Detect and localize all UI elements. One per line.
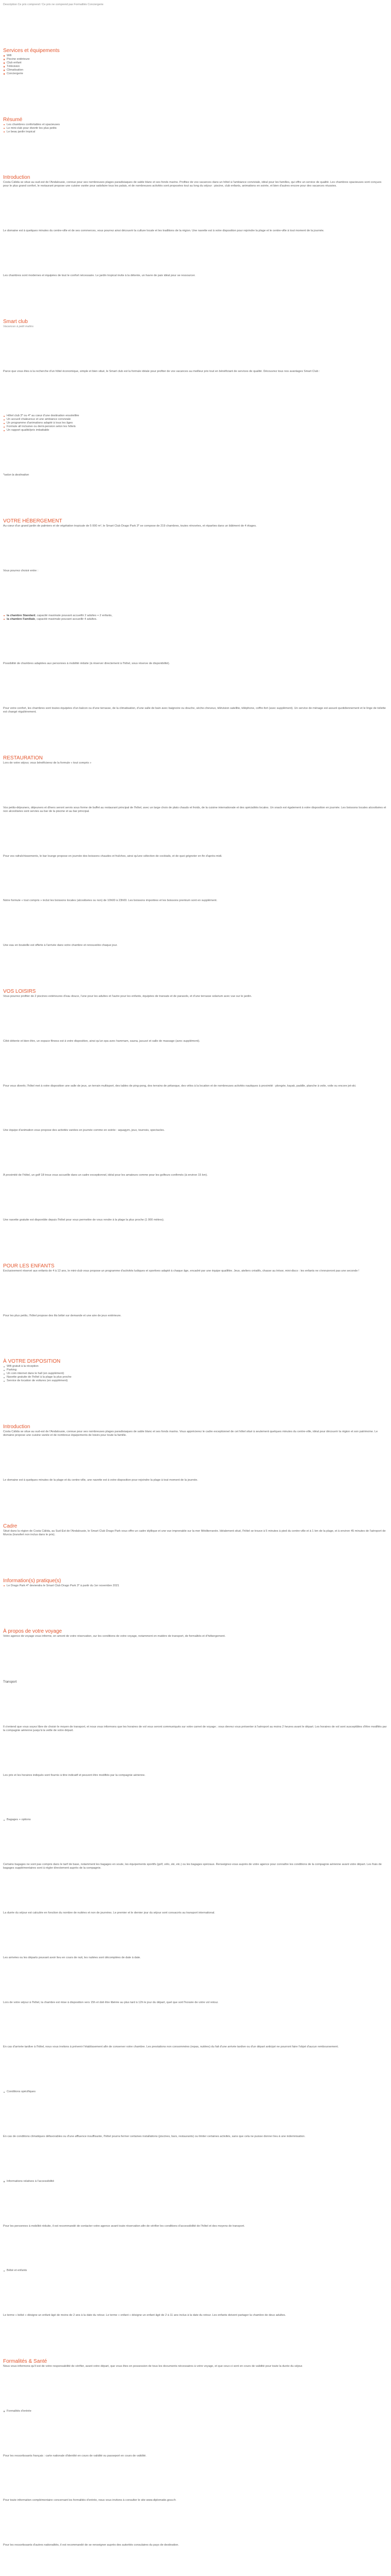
room-detail: , capacité maximale pouvant accueillir 4 adultes. [35, 617, 97, 621]
restauration-paragraph: Pour vos rafraîchissements, le bar lounge propose en journée des boissons chaudes et fraîches, ainsi qu'une sélection de cocktails, et de quoi grignoter en fin d'après-midi. [3, 854, 222, 858]
room-item [3, 618, 388, 621]
smart-club-item-label: Formule all inclusive ou demi-pension selon les hôtels [7, 425, 76, 429]
services-list [3, 54, 388, 76]
smart-club-item [3, 429, 388, 432]
bullet-icon [4, 1366, 5, 1367]
introduction-section [3, 175, 388, 188]
sante-heading: Formalités & Santé [3, 2359, 47, 2365]
bullet-icon [4, 70, 5, 71]
service-item [3, 72, 388, 76]
bullet-icon [4, 124, 5, 125]
service-item [3, 61, 388, 65]
bullet-icon [4, 1820, 5, 1821]
importantes-list [3, 1584, 388, 1588]
cadre-section [3, 1523, 388, 1537]
loisirs-section [3, 989, 388, 998]
service-item-label: Conciergerie [7, 72, 23, 75]
loisirs-heading: VOS LOISIRS [3, 988, 36, 994]
propos-paragraph: Les prix et les horaires indiqués sont fournis à titre indicatif et peuvent être modifiés par la compagnie aérienne. [3, 1773, 145, 1777]
bullet-icon [4, 2411, 5, 2412]
room-name: la chambre Familiale [7, 617, 36, 621]
propos-paragraph: Le terme « bébé » désigne un enfant âgé de moins de 2 ans à la date du retour. Le terme « enfant » désigne un enfant âgé de 2 à 11 ans inclus à la date du retour. Les enfants doivent partager la chambre de deux adultes. [3, 2314, 286, 2317]
bagages-subheading-wrap [3, 1818, 388, 1822]
hebergement-heading: VOTRE HÉBERGEMENT [3, 518, 62, 524]
disposition-item-label: Parking [7, 1368, 17, 1372]
disposition-item [3, 1372, 388, 1376]
disposition-item [3, 1376, 388, 1379]
smart-club-item [3, 414, 388, 418]
loisirs-paragraph: Une navette gratuite est disponible depuis l'hôtel pour vous permettre de vous rendre à la plage la plus proche (1 000 mètres). [3, 1218, 165, 1222]
resume-heading: Résumé [3, 116, 23, 123]
breadcrumb: Description Ce prix comprend / Ce prix ne comprend pas Formalités Conciergerie [3, 3, 104, 6]
importantes-heading: Information(s) pratique(s) [3, 1578, 61, 1584]
propos-heading: À propos de votre voyage [3, 1629, 62, 1635]
propos-paragraph: Il s'entend que vous soyez libre de choisir le moyen de transport, et nous vous informons que les horaires de vol vous seront communiqués sur votre carnet de voyage ; vous devrez vous présenter à l'aéroport au moins 2 heures avant le départ. Les horaires de vol sont susceptibles d'être modifiés par la compagnie aérienne jusqu'à la veille de votre départ. [3, 1725, 387, 1732]
service-item [3, 54, 388, 58]
bullet-icon [4, 1370, 5, 1371]
introduction-2-heading: Introduction [3, 1424, 30, 1430]
propos-paragraph: Certains bagages ne sont pas compris dans le tarif de base, notamment les bagages en soute, les équipements sportifs (golf, vélo, ski, etc.) ou les bagages spéciaux. Renseignez-vous auprès de votre agence pour connaître les conditions de la compagnie aérienne avant votre départ. Les frais de bagages supplémentaires sont à régler directement auprès de la compagnie. [3, 1863, 382, 1870]
disposition-item [3, 1365, 388, 1368]
service-item [3, 69, 388, 72]
propos-paragraph: Pour les personnes à mobilité réduite, il est recommandé de contacter votre agence avant toute réservation afin de vérifier les conditions d'accessibilité de l'hôtel et des moyens de transport. [3, 2224, 245, 2228]
enfants-paragraph: Pour les plus petits, l'hôtel propose des lits bébé sur demande et une aire de jeux extérieure. [3, 1314, 122, 1317]
service-item [3, 58, 388, 61]
bullet-icon [4, 73, 5, 74]
bullet-icon [4, 55, 5, 56]
room-item [3, 614, 388, 618]
resume-item [3, 130, 388, 134]
loisirs-paragraph: À proximité de l'hôtel, un golf 18 trous vous accueille dans un cadre exceptionnel, idéal pour les amateurs comme pour les golfeurs confirmés (à environ 15 km). [3, 1174, 208, 1177]
smart-club-heading: Smart club [3, 318, 28, 325]
importantes-section [3, 1578, 388, 1588]
enfants-section [3, 1263, 388, 1273]
disposition-heading: À VOTRE DISPOSITION [3, 1359, 61, 1365]
resume-item-label: Le mini-club pour divertir les plus petits [7, 126, 57, 130]
bullet-icon [4, 2181, 5, 2182]
sante-section [3, 2359, 388, 2368]
introduction-paragraph: Les chambres sont modernes et équipées de tout le confort nécessaire. Le jardin tropical invite à la détente, un havre de paix idéal pour se ressourcer. [3, 274, 196, 277]
service-item-label: Wifi [7, 54, 12, 57]
accessibilite-subheading-label: Informations relatives à l'accessibilité [7, 2179, 54, 2183]
loisirs-paragraph: Pour vous divertir, l'hôtel met à votre disposition une salle de jeux, un terrain multisport, des tables de ping-pong, des terrains de pétanque, des vélos à la location et de nombreuses activités nautiques à proximité : plongée, kayak, paddle, planche à voile, voile ou encore jet-ski. [3, 1084, 356, 1088]
restauration-intro: Lors de votre séjour, vous bénéficierez de la formule « tout compris » [3, 761, 92, 765]
disposition-section [3, 1359, 388, 1383]
bullet-icon [4, 131, 5, 132]
smart-club-item [3, 421, 388, 425]
enfants-paragraph: Exclusivement réservé aux enfants de 4 à 12 ans, le mini-club vous propose un programme d'activités ludiques et sportives adapté à chaque âge, encadré par une équipe qualifiée. Jeux, ateliers créatifs, chasse au trésor, mini-disco : les enfants ne s'ennuieront pas une seconde ! [3, 1269, 360, 1273]
smart-club-paragraph: Parce que vous êtes à la recherche d'un hôtel économique, simple et bien situé, le Smart club est la formule idéale pour profiter de vos vacances au meilleur prix tout en bénéficiant de services de qualité. Découvrez tous nos avantages Smart Club : [3, 369, 320, 373]
restauration-paragraph: Vos petits-déjeuners, déjeuners et dîners seront servis sous forme de buffet au restaurant principal de l'hôtel, avec un large choix de plats chauds et froids, de la cuisine internationale et des spécialités locales. Un snack est également à votre disposition en journée. Les boissons locales alcoolisées et non alcoolisées sont servies au bar de la piscine et au bar principal. [3, 806, 386, 813]
bagages-subheading-label: Bagages + options [7, 1818, 31, 1822]
propos-paragraph: Les arrivées ou les départs pouvant avoir lieu en cours de nuit, les nuitées sont décomptées de date à date. [3, 1956, 141, 1959]
service-item [3, 65, 388, 69]
smart-club-note: *selon la destination [3, 473, 29, 477]
formalites-entree-subheading [3, 2410, 388, 2413]
conditions-subheading-wrap [3, 2090, 388, 2094]
hebergement-paragraph: Pour votre confort, les chambres sont toutes équipées d'un balcon ou d'une terrasse, de la climatisation, d'une salle de bain avec baignoire ou douche, sèche-cheveux, télévision satellite, téléphone, coffre-fort (avec supplément). Un service de ménage est assuré quotidiennement et le linge de toilette est changé régulièrement. [3, 707, 386, 714]
bullet-icon [4, 430, 5, 431]
service-item-label: Télévision [7, 64, 20, 68]
introduction-paragraph: Costa Cálida se situe au sud-est de l'Andalousie, connue pour ses nombreuses plages paradisiaques de sable blanc et ses fonds marins. Profitez de vos vacances dans un hôtel à l'ambiance conviviale, idéal pour les familles, qui offre un service de qualité. Les chambres spacieuses sont conçues pour le plus grand confort, le restaurant propose une cuisine variée pour satisfaire tous les palais, et de nombreuses activités sont proposées tout au long du séjour : piscine, club enfants, animations en soirée, et bien d'autres encore pour des vacances réussies. [3, 181, 382, 188]
smart-club-section [3, 319, 388, 329]
sante-paragraph: Nous vous informons qu'il est de votre responsabilité de vérifier, avant votre départ, que vous êtes en possession de tous les documents nécessaires à votre voyage, et que ceux-ci sont en cours de validité pour toute la durée du séjour. [3, 2365, 303, 2368]
resume-section [3, 117, 388, 134]
smart-club-list [3, 414, 388, 432]
bullet-icon [4, 128, 5, 129]
bullet-icon [4, 1585, 5, 1586]
bullet-icon [4, 62, 5, 63]
room-detail: , capacité maximale pouvant accueillir 2 adultes + 2 enfants, [35, 614, 112, 617]
sante-paragraph: Pour toute information complémentaire concernant les formalités d'entrée, nous vous invitons à consulter le site www.diplomatie.gouv.fr. [3, 2499, 176, 2502]
services-heading: Services et équipements [3, 47, 60, 54]
bullet-icon [4, 1381, 5, 1382]
introduction-2-section [3, 1424, 388, 1437]
propos-paragraph: En cas d'arrivée tardive à l'hôtel, nous vous invitons à prévenir l'établissement afin de conserver votre chambre. Les prestations non consommées (repas, nuitées) du fait d'une arrivée tardive ou d'un départ anticipé ne pourront faire l'objet d'aucun remboursement. [3, 2045, 339, 2049]
hebergement-paragraph: Possibilité de chambres adaptées aux personnes à mobilité réduite (à réserver directement à l'hôtel, sous réserve de disponibilité). [3, 662, 170, 666]
formalites-entree-wrap [3, 2410, 388, 2413]
service-item-label: Piscine extérieure [7, 57, 30, 61]
disposition-item-label: Un coin internet dans le hall (en supplément) [7, 1372, 64, 1376]
smart-club-item-label: Un rapport qualité/prix imbattable [7, 429, 50, 432]
disposition-item [3, 1379, 388, 1383]
importantes-item-label: Le Drago Park 4* deviendra le Smart Club Drago Park 3* à partir du 1er novembre 2021 [7, 1584, 119, 1587]
services-section [3, 48, 388, 76]
enfants-heading: POUR LES ENFANTS [3, 1263, 55, 1269]
smart-club-item [3, 418, 388, 421]
propos-paragraph: Votre agence de voyage vous informe, en amont de votre réservation, sur les conditions de votre voyage, notamment en matière de transport, de formalités et d'hébergement. [3, 1635, 226, 1638]
bebe-subheading-label: Bébé et enfants [7, 2269, 27, 2273]
smart-club-subtitle: Vacances à petit malins [3, 325, 34, 328]
room-name: la chambre Standard [7, 614, 36, 617]
cadre-heading: Cadre [3, 1523, 18, 1529]
resume-item-label: Les chambres confortables et spacieuses [7, 123, 60, 126]
bebe-subheading-wrap [3, 2269, 388, 2273]
resume-item-label: Le beau jardin tropical [7, 130, 36, 133]
conditions-subheading [3, 2090, 388, 2094]
smart-club-item [3, 425, 388, 429]
hebergement-section [3, 518, 388, 528]
disposition-item-label: Service de location de voitures (en supplément) [7, 1379, 68, 1383]
loisirs-paragraph: Une équipe d'animation vous propose des activités variées en journée comme en soirée : aquagym, jeux, tournois, spectacles. [3, 1129, 165, 1132]
loisirs-paragraph: Côté détente et bien-être, un espace fitness est à votre disposition, ainsi qu'un spa avec hammam, sauna, jacuzzi et salle de massage (avec supplément). [3, 1039, 200, 1043]
bullet-icon [4, 1374, 5, 1375]
propos-section [3, 1629, 388, 1638]
bullet-icon [4, 59, 5, 60]
bagages-subheading [3, 1818, 388, 1822]
accessibilite-subheading [3, 2180, 388, 2183]
disposition-item [3, 1368, 388, 1372]
hebergement-paragraph: Au cœur d'un grand jardin de palmiers et de végétation tropicale de 5 000 m², le Smart Club Drago Park 3* se compose de 219 chambres, toutes rénovées, et réparties dans un bâtiment de 4 étages. [3, 524, 257, 528]
bullet-icon [4, 1377, 5, 1378]
bullet-icon [4, 423, 5, 424]
bullet-icon [4, 615, 5, 616]
introduction-2-paragraph: Costa Cálida se situe au sud-est de l'Andalousie, connue pour ses nombreuses plages paradisiaques de sable blanc et ses fonds marins. Vous apprécierez le cadre exceptionnel de cet hôtel situé à seulement quelques minutes du centre-ville, idéal pour découvrir la région et son patrimoine. Le domaine propose une cuisine variée et de nombreux équipements de loisirs pour toute la famille. [3, 1430, 378, 1437]
smart-club-item-label: Un accueil chaleureux et une ambiance conviviale [7, 418, 71, 421]
restauration-section [3, 755, 388, 765]
introduction-paragraph: Le domaine est à quelques minutes du centre-ville et de ses commerces, vous pourrez ainsi découvrir la culture locale et les traditions de la région. Une navette est à votre disposition pour rejoindre la plage et le centre-ville à tout moment de la journée. [3, 229, 324, 233]
bullet-icon [4, 427, 5, 428]
service-item-label: Club enfant [7, 61, 22, 64]
room-list [3, 614, 388, 621]
accessibilite-subheading-wrap [3, 2180, 388, 2183]
restauration-paragraph [3, 761, 388, 765]
bullet-icon [4, 2270, 5, 2272]
sante-paragraph: Pour les ressortissants français : carte nationale d'identité en cours de validité ou passeport en cours de validité. [3, 2454, 146, 2458]
propos-paragraph: La durée du séjour est calculée en fonction du nombre de nuitées et non de journées. Le premier et le dernier jour du séjour sont consacrés au transport international. [3, 1911, 215, 1915]
service-item-label: Climatisation [7, 68, 24, 72]
formalites-entree-label: Formalités d'entrée [7, 2409, 31, 2413]
propos-paragraph: Lors de votre séjour à l'hôtel, la chambre est mise à disposition vers 15h et doit être libérée au plus tard à 12h le jour du départ, quel que soit l'horaire de votre vol retour. [3, 2001, 219, 2004]
smart-club-item-label: Hôtel club 3* ou 4* au cœur d'une destination ensoleillée [7, 414, 79, 418]
propos-paragraph: En cas de conditions climatiques défavorables ou d'une affluence insuffisante, l'hôtel pourra fermer certaines installations (piscines, bars, restaurants) ou limiter certaines activités, sans que cela ne puisse donner lieu à une indemnisation. [3, 2135, 305, 2139]
cadre-paragraph: Situé dans la région de Costa Cálida, au Sud-Est de l'Andalousie, le Smart Club Drago Park vous offre un cadre idyllique et une vue imprenable sur la mer Méditerranée. Idéalement situé, l'hôtel se trouve à 5 minutes à pied du centre-ville et à 1 km de la plage, et à environ 45 minutes de l'aéroport de Murcia (transfert non inclus dans le prix). [3, 1529, 386, 1536]
resume-item [3, 123, 388, 127]
disposition-item-label: Navette gratuite de l'hôtel à la plage la plus proche [7, 1376, 72, 1379]
restauration-paragraph: Une eau en bouteille est offerte à l'arrivée dans votre chambre et renouvelée chaque jour. [3, 944, 118, 947]
introduction-heading: Introduction [3, 175, 30, 181]
bullet-icon [4, 416, 5, 417]
smart-club-item-label: Un programme d'animations adapté à tous les âges [7, 421, 73, 425]
resume-list [3, 123, 388, 134]
bullet-icon [4, 66, 5, 67]
disposition-list [3, 1365, 388, 1383]
introduction-2-paragraph: Le domaine est à quelques minutes de la plage et du centre-ville, une navette est à votre disposition pour rejoindre la plage à tout moment de la journée. [3, 1478, 198, 1482]
conditions-subheading-label: Conditions spécifiques [7, 2090, 36, 2094]
bebe-subheading [3, 2269, 388, 2273]
importantes-item [3, 1584, 388, 1588]
bullet-icon [4, 2092, 5, 2093]
restauration-paragraph: Notre formule « tout compris » inclut les boissons locales (alcoolisées ou non) de 10h00 à 23h00. Les boissons importées et les boissons premium sont en supplément. [3, 899, 218, 903]
disposition-item-label: Wifi gratuit à la réception [7, 1365, 39, 1368]
sante-paragraph: Pour les ressortissants d'autres nationalités, il est recommandé de se renseigner auprès des autorités consulaires du pays de destination. [3, 2544, 179, 2547]
resume-item [3, 127, 388, 130]
bullet-icon [4, 419, 5, 420]
bullet-icon [4, 619, 5, 620]
loisirs-paragraph: Vous pourrez profiter de 2 piscines extérieures d'eau douce, l'une pour les adultes et l'autre pour les enfants, équipées de transats et de parasols, et d'une terrasse solarium avec vue sur le jardin. [3, 994, 252, 998]
transport-subheading: Transport [3, 1680, 17, 1684]
hebergement-paragraph: Vous pourrez choisir entre : [3, 569, 39, 572]
restauration-heading: RESTAURATION [3, 755, 43, 761]
